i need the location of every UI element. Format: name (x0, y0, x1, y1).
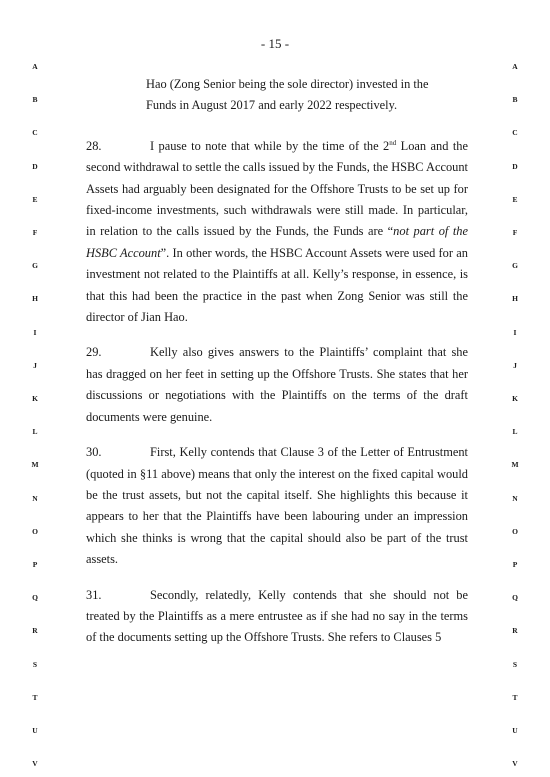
margin-letter-left-e: E (32, 194, 38, 204)
margin-letter-right-n: N (512, 493, 518, 503)
margin-letter-left-b: B (32, 95, 38, 105)
margin-letter-right-l: L (512, 427, 518, 437)
margin-letter-left-m: M (31, 460, 39, 470)
margin-letter-right-e: E (512, 194, 518, 204)
margin-letter-left-k: K (32, 394, 38, 403)
margin-letter-right-g: G (512, 261, 518, 271)
margin-letter-left-q: Q (32, 593, 38, 603)
margin-letter-left-n: N (32, 493, 38, 503)
margin-letter-left-a: A (32, 62, 38, 71)
margin-letter-right-d: D (512, 161, 518, 171)
margin-letter-left-h: H (32, 294, 38, 304)
margin-letter-left-j: J (33, 360, 37, 370)
margin-letter-left-d: D (32, 161, 38, 171)
margin-letter-left-s: S (32, 659, 38, 669)
continued-line-1: Hao (Zong Senior being the sole director) invested in the (146, 77, 429, 91)
paragraph-text: ”. In other words, the HSBC Account Assets were used for an investment not related to the Plaintiffs at all. Kelly’s response, in essence, is that this had been the practice in the past when Zong Senior was still the director of Jian Hao. (86, 245, 468, 325)
margin-letter-right-m: M (511, 460, 519, 470)
ordinal-suffix: nd (389, 138, 397, 147)
paragraph-30 (86, 442, 468, 570)
margin-letter-left-i: I (33, 327, 37, 337)
paragraph-text: Secondly, relatedly, Kelly contends that she should not be treated by the Plaintiffs as a mere entrustee as if she had no say in the terms of the documents setting up the Offshore Trusts. She refers to Clauses 5 (86, 587, 468, 645)
margin-letter-left-c: C (32, 128, 38, 138)
margin-letter-right-h: H (512, 294, 518, 304)
margin-letter-right-s: S (512, 659, 518, 669)
paragraph-31 (86, 585, 468, 649)
judgment-body (86, 74, 468, 649)
margin-letter-right-r: R (512, 626, 518, 636)
margin-letter-left-g: G (32, 261, 38, 271)
continued-line-2: Funds in August 2017 and early 2022 respectively. (146, 98, 398, 113)
margin-letter-left-l: L (32, 427, 38, 437)
paragraph-number: 28. (86, 138, 102, 153)
paragraph-text: Kelly also gives answers to the Plaintiffs’ complaint that she has dragged on her feet in setting up the Offshore Trusts. She states that her discussions or negotiations with the Plaintiffs on the terms of the draft documents were genuine. (86, 345, 468, 424)
margin-letter-right-u: U (512, 726, 518, 735)
paragraph-number: 30. (86, 445, 102, 460)
margin-letter-right-a: A (512, 62, 518, 71)
margin-letter-right-b: B (512, 95, 518, 105)
margin-letter-left-r: R (32, 626, 38, 636)
margin-letter-left-t: T (32, 692, 38, 702)
margin-letter-left-f: F (32, 228, 38, 237)
margin-letter-left-p: P (32, 560, 38, 569)
paragraph-number: 31. (86, 587, 102, 602)
margin-letter-right-k: K (512, 394, 518, 403)
margin-letter-right-i: I (513, 327, 517, 337)
margin-letter-right-f: F (512, 228, 518, 237)
margin-letter-right-v: V (512, 759, 518, 769)
paragraph-29 (86, 342, 468, 428)
paragraph-text: I pause to note that while by the time of the 2 (150, 138, 390, 153)
paragraph-number: 29. (86, 345, 102, 360)
margin-letter-left-u: U (32, 726, 38, 735)
quoted-emphasis: not part of the HSBC Account (86, 224, 468, 260)
margin-letter-left-v: V (32, 759, 38, 769)
margin-letter-right-q: Q (512, 593, 518, 603)
margin-letter-right-p: P (512, 560, 518, 569)
margin-letter-right-j: J (513, 360, 517, 370)
paragraph-text: First, Kelly contends that Clause 3 of the Letter of Entrustment (quoted in §11 above) means that only the interest on the fixed capital would be the trust assets, but not the capital itself. She highlights this because it appears to her that the Plaintiffs have been labouring under an impression which she thinks is wrong that the capital should also be part of the trust assets. (86, 445, 468, 567)
margin-letter-right-c: C (512, 128, 518, 138)
margin-letter-right-t: T (512, 692, 518, 702)
margin-letter-right-o: O (512, 526, 518, 536)
paragraph-28 (86, 136, 468, 329)
margin-letter-left-o: O (32, 526, 38, 536)
page-number: - 15 - (260, 36, 290, 51)
continued-paragraph (86, 74, 468, 117)
paragraph-text: Loan and the second withdrawal to settle the calls issued by the Funds, the HSBC Account Assets had arguably been designated for the Offshore Trusts to be set up for fixed-income investments, such withdrawals were still made. In particular, in relation to the calls issued by the Funds, the Funds are “ (86, 138, 468, 239)
